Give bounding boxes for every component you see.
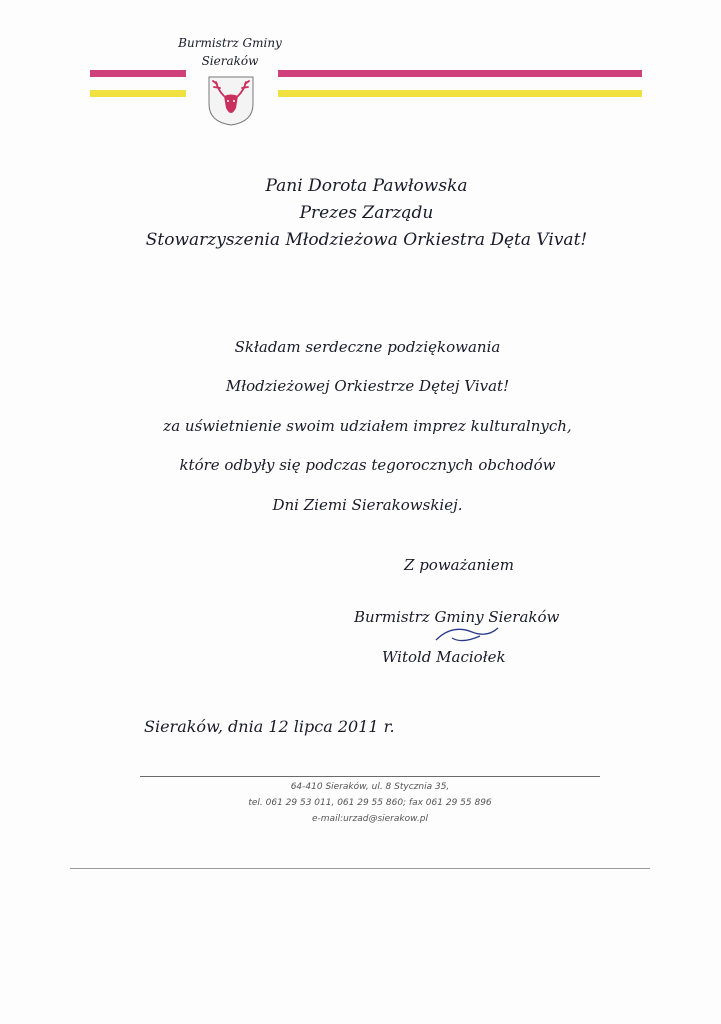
signer-name: Witold Maciołek: [382, 648, 506, 666]
deer-head-crest-icon: [206, 74, 256, 126]
footer-address: 64-410 Sieraków, ul. 8 Stycznia 35,: [290, 782, 450, 792]
closing-salutation: Z poważaniem: [404, 556, 515, 574]
stripe-yellow-right: [278, 90, 642, 97]
recipient-title: Prezes Zarządu: [299, 203, 434, 223]
body-line-1: Składam serdeczne podziękowania: [234, 338, 501, 356]
signer-title: Burmistrz Gminy Sieraków: [354, 608, 560, 626]
date-line: Sieraków, dnia 12 lipca 2011 r.: [144, 717, 395, 736]
stripe-red-right: [278, 70, 642, 77]
signature-scribble: [432, 622, 502, 648]
letterhead-line-1: Burmistrz Gminy: [178, 36, 282, 50]
stripe-yellow-left: [90, 90, 186, 97]
body-line-4: które odbyły się podczas tegorocznych obchodów: [179, 456, 556, 474]
recipient-name: Pani Dorota Pawłowska: [265, 176, 468, 196]
footer-top-rule: [140, 776, 600, 777]
body-line-3: za uświetnienie swoim udziałem imprez kulturalnych,: [163, 417, 572, 435]
body-line-5: Dni Ziemi Sierakowskiej.: [272, 496, 463, 514]
stripe-red-left: [90, 70, 186, 77]
footer-email: e-mail:urzad@sierakow.pl: [312, 814, 428, 824]
footer-phones: tel. 061 29 53 011, 061 29 55 860; fax 061 29 55 896: [248, 798, 492, 808]
body-line-2: Młodzieżowej Orkiestrze Dętej Vivat!: [225, 377, 510, 395]
footer-bottom-rule: [70, 868, 650, 869]
letterhead-line-2: Sieraków: [201, 54, 259, 68]
recipient-organization: Stowarzyszenia Młodzieżowa Orkiestra Dęta Vivat!: [145, 230, 588, 250]
